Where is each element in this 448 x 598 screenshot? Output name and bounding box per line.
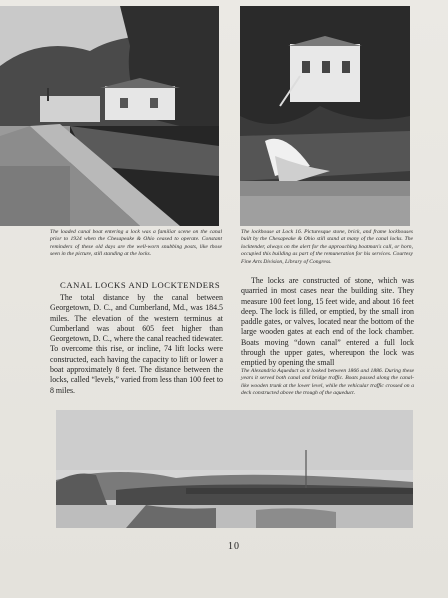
aqueduct-image <box>56 410 413 528</box>
canal-boat-lock-image <box>0 6 219 226</box>
aqueduct-caption: The Alexandria Aqueduct as it looked between 1866 and 1886. During these years it served both canal and bridge traffic. Boats passed along the canal-like wooden trunk at the lower level, while the vehicular traffic crossed on a deck constructed above the trough of the aqueduct. <box>241 368 414 397</box>
left-photo-caption: The loaded canal boat entering a lock was a familiar scene on the canal prior to 1924 when the Chesapeake & Ohio ceased to operate. Constant reminders of these old days are the well-worn snubbing posts, like those seen in the picture, still standing at the locks. <box>50 229 222 258</box>
lockhouse-image <box>240 6 410 226</box>
lockhouse-lock16-photo <box>240 6 410 226</box>
left-column-paragraph: The total distance by the canal between Georgetown, D. C., and Cumberland, Md., was 184.5 miles. The elevation of the western terminus at Cumberland was about 605 feet higher than Georgetown, D. C., where the canal reached tidewater. To overcome this rise, or incline, 74 lift locks were constructed, each having the capacity to lift or lower a boat approximately 8 feet. The distance between the locks, called “levels,” varied from less than 100 feet to 8 miles. <box>50 293 223 395</box>
canal-boat-lock-photo <box>0 6 219 226</box>
right-photo-caption: The lockhouse at Lock 16. Picturesque stone, brick, and frame lockhouses built by the Chesapeake & Ohio still stand at many of the canal locks. The locktender, always on the alert for the approaching boatman's call, or horn, occupied this building as part of the remuneration for his services. Courtesy Fine Arts Division, Library of Congress. <box>241 229 413 265</box>
page-number: 10 <box>228 541 240 552</box>
alexandria-aqueduct-photo <box>56 410 413 528</box>
right-column-paragraph: The locks are constructed of stone, which was quarried in most cases near the building site. They measure 100 feet long, 15 feet wide, and about 16 feet deep. The lock is filled, or emptied, by the small iron paddle gates, or valves, located near the bottom of the large wooden gates at each end of the lock chamber. Boats moving “down canal” entered a full lock through the upper gates, whereupon the lock was emptied by opening the small <box>241 276 414 368</box>
article-heading: CANAL LOCKS AND LOCKTENDERS <box>60 280 221 290</box>
